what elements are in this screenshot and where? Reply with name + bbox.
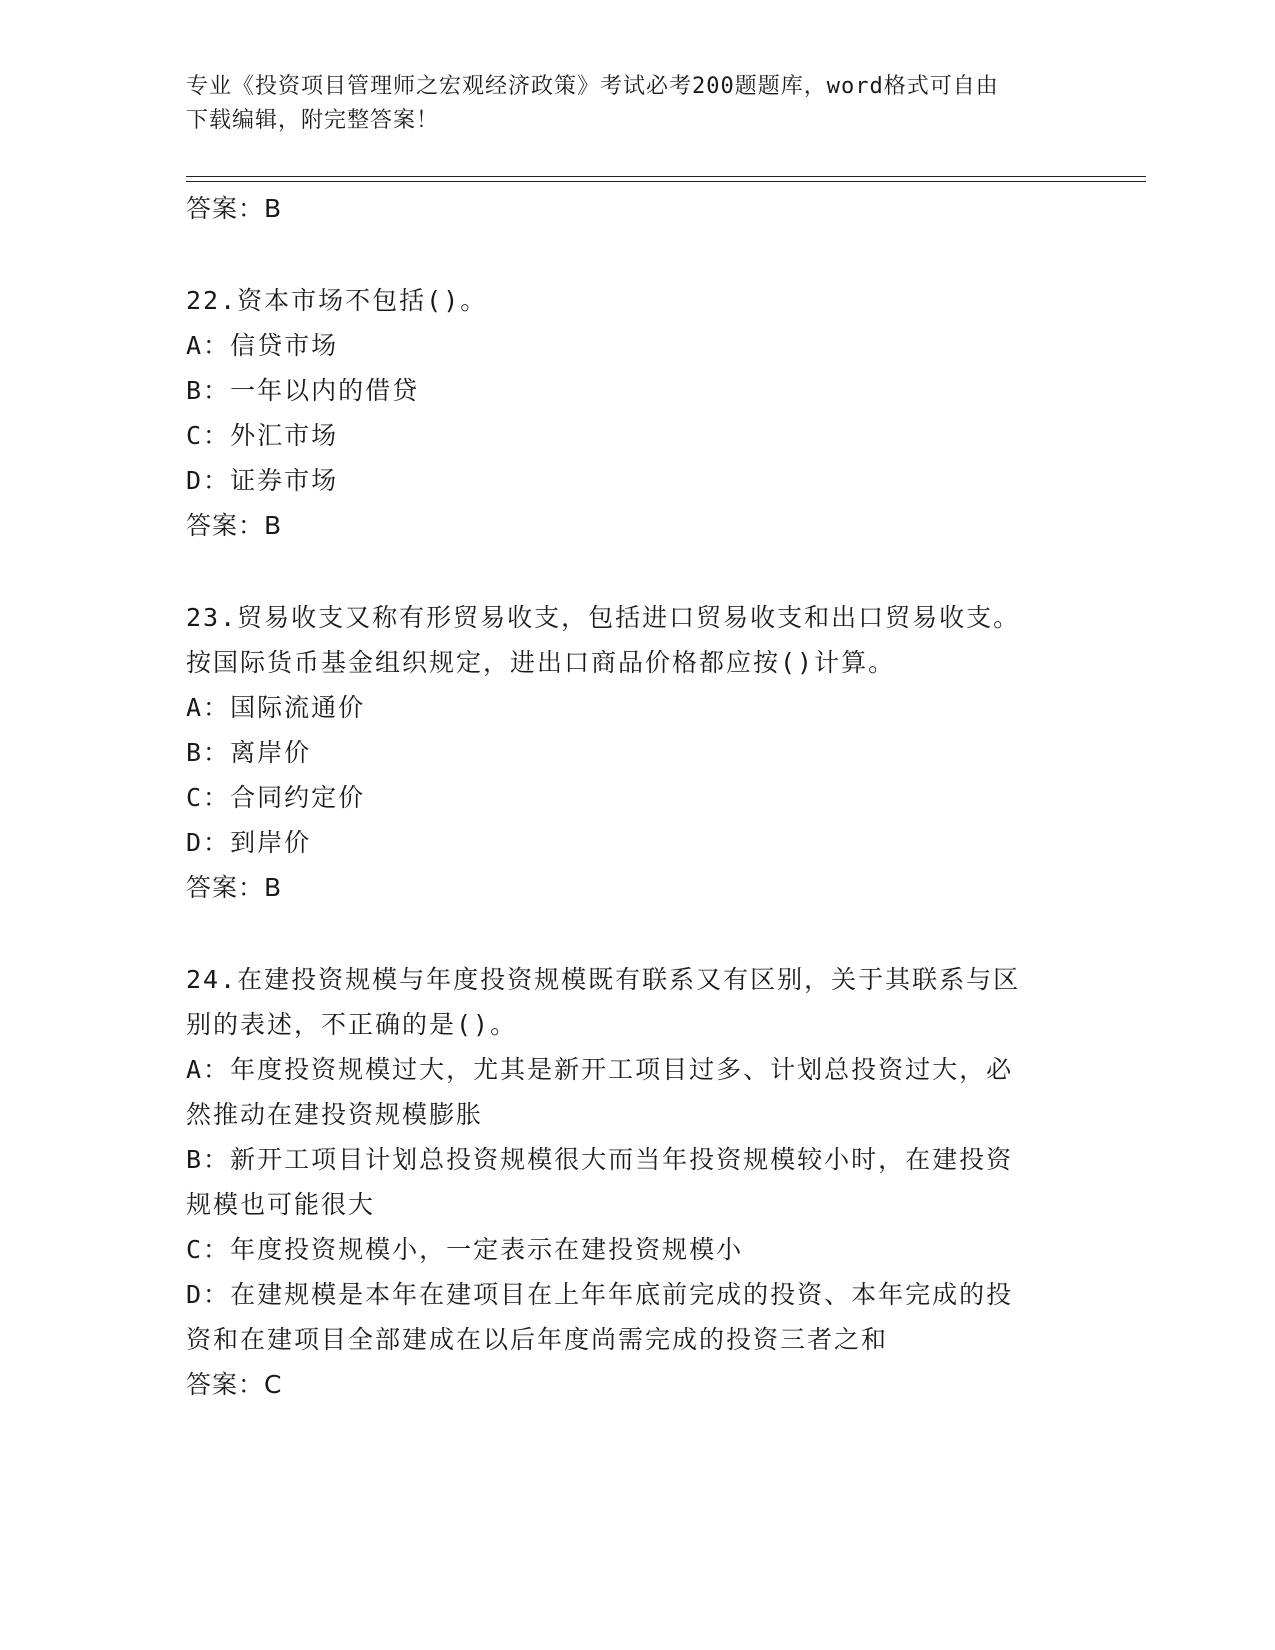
option-d-continued [186, 1317, 1066, 1362]
question-text [186, 595, 1066, 640]
option-text: 国际流通价 [230, 693, 366, 722]
answer-value: B [264, 511, 283, 540]
question-text-line: 别的表述，不正确的是()。 [186, 1010, 518, 1039]
question-text-line: 按国际货币基金组织规定，进出口商品价格都应按()计算。 [186, 648, 896, 677]
question-text-line: 在建投资规模与年度投资规模既有联系又有区别，关于其联系与区 [237, 965, 1021, 994]
option-b-continued [186, 1182, 1066, 1227]
question-list [186, 186, 1066, 1408]
option-text: 离岸价 [230, 738, 312, 767]
option-b [186, 368, 1066, 413]
option-key: C： [186, 1235, 231, 1264]
option-d [186, 458, 1066, 503]
question-text-continued [186, 640, 1066, 685]
option-key: B： [186, 738, 231, 767]
option-c [186, 413, 1066, 458]
answer-label: 答案： [186, 511, 265, 540]
option-text: 资和在建项目全部建成在以后年度尚需完成的投资三者之和 [186, 1325, 889, 1354]
option-key: C： [186, 421, 231, 450]
option-c [186, 1227, 1066, 1272]
option-text: 外汇市场 [230, 421, 339, 450]
header-rule-thin [186, 181, 1146, 182]
option-text: 一年以内的借贷 [230, 376, 420, 405]
option-a [186, 323, 1066, 368]
answer-label: 答案： [186, 1370, 265, 1399]
answer-label: 答案： [186, 194, 265, 223]
question-number: 24. [186, 965, 238, 994]
question-number: 22. [186, 286, 238, 315]
option-a-continued [186, 1092, 1066, 1137]
question-answer [186, 865, 1066, 911]
question-number: 23. [186, 603, 238, 632]
option-key: C： [186, 783, 231, 812]
option-text: 规模也可能很大 [186, 1190, 376, 1219]
option-text: 合同约定价 [230, 783, 366, 812]
option-key: D： [186, 466, 231, 495]
option-text: 年度投资规模小，一定表示在建投资规模小 [230, 1235, 744, 1264]
header-line-1: 专业《投资项目管理师之宏观经济政策》考试必考200题题库，word格式可自由 [186, 74, 999, 99]
header-line-2: 下载编辑，附完整答案！ [186, 108, 440, 133]
question-text-line: 资本市场不包括()。 [237, 286, 488, 315]
answer-value: C [264, 1370, 283, 1399]
option-key: A： [186, 1055, 231, 1084]
question-22 [186, 278, 1066, 549]
option-key: B： [186, 1145, 231, 1174]
question-answer [186, 1362, 1066, 1408]
option-key: A： [186, 693, 231, 722]
option-text: 年度投资规模过大，尤其是新开工项目过多、计划总投资过大，必 [230, 1055, 1014, 1084]
document-header [186, 70, 1066, 138]
option-d [186, 820, 1066, 865]
question-text [186, 957, 1066, 1002]
option-text: 信贷市场 [230, 331, 339, 360]
question-text [186, 278, 1066, 323]
answer-value: B [264, 873, 283, 902]
option-a [186, 685, 1066, 730]
question-24 [186, 957, 1066, 1408]
option-key: A： [186, 331, 231, 360]
option-key: D： [186, 1280, 231, 1309]
option-text: 然推动在建投资规模膨胀 [186, 1100, 484, 1129]
option-key: B： [186, 376, 231, 405]
answer-value: B [264, 194, 283, 223]
question-text-continued [186, 1002, 1066, 1047]
option-text: 在建规模是本年在建项目在上年年底前完成的投资、本年完成的投 [230, 1280, 1014, 1309]
header-rule-thick [186, 176, 1146, 177]
option-text: 新开工项目计划总投资规模很大而当年投资规模较小时，在建投资 [230, 1145, 1014, 1174]
option-text: 证券市场 [230, 466, 339, 495]
option-d [186, 1272, 1066, 1317]
previous-answer [186, 186, 1066, 232]
question-answer [186, 503, 1066, 549]
option-b [186, 730, 1066, 775]
question-text-line: 贸易收支又称有形贸易收支，包括进口贸易收支和出口贸易收支。 [237, 603, 1021, 632]
option-key: D： [186, 828, 231, 857]
option-c [186, 775, 1066, 820]
answer-label: 答案： [186, 873, 265, 902]
option-a [186, 1047, 1066, 1092]
option-b [186, 1137, 1066, 1182]
option-text: 到岸价 [230, 828, 312, 857]
question-23 [186, 595, 1066, 911]
